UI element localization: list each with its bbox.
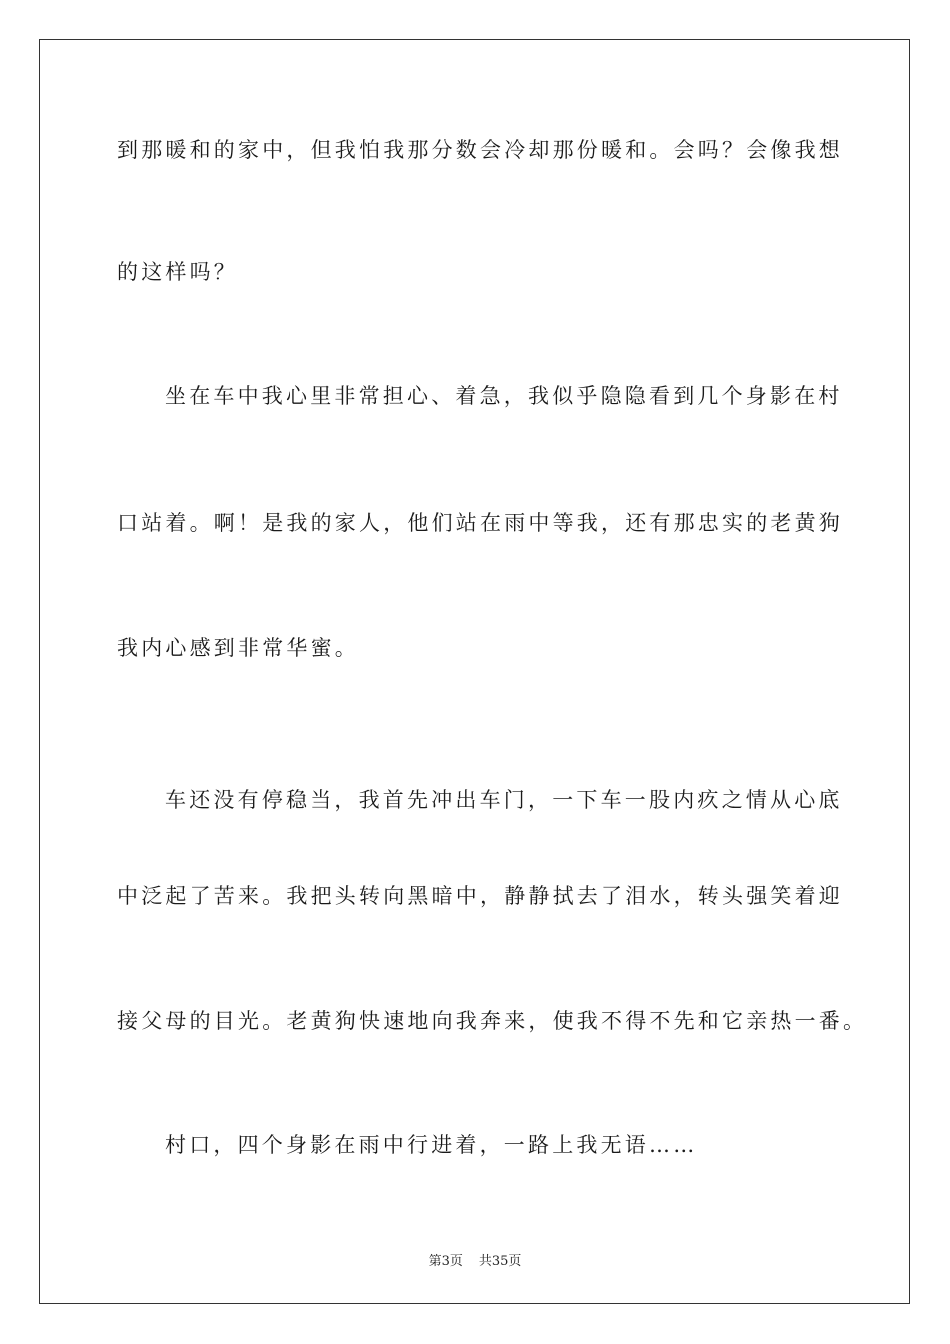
text-line-8: 接父母的目光。老黄狗快速地向我奔来，使我不得不先和它亲热一番。 bbox=[117, 1009, 868, 1033]
text-line-6: 车还没有停稳当，我首先冲出车门，一下车一股内疚之情从心底 bbox=[165, 788, 843, 812]
text-line-3: 坐在车中我心里非常担心、着急，我似乎隐隐看到几个身影在村 bbox=[165, 384, 843, 408]
text-line-1: 到那暖和的家中，但我怕我那分数会冷却那份暖和。会吗？会像我想 bbox=[117, 138, 843, 162]
page-footer bbox=[0, 1250, 950, 1269]
text-line-4: 口站着。啊！是我的家人，他们站在雨中等我，还有那忠实的老黄狗 bbox=[117, 511, 843, 535]
page-number: 第3页 bbox=[428, 1254, 463, 1269]
text-line-9: 村口，四个身影在雨中行进着，一路上我无语…… bbox=[165, 1133, 698, 1157]
page-total: 共35页 bbox=[478, 1254, 522, 1269]
text-line-7: 中泛起了苦来。我把头转向黑暗中，静静拭去了泪水，转头强笑着迎 bbox=[117, 884, 843, 908]
text-line-5: 我内心感到非常华蜜。 bbox=[117, 636, 359, 660]
page-border bbox=[39, 39, 910, 1304]
text-line-2: 的这样吗？ bbox=[117, 260, 238, 284]
